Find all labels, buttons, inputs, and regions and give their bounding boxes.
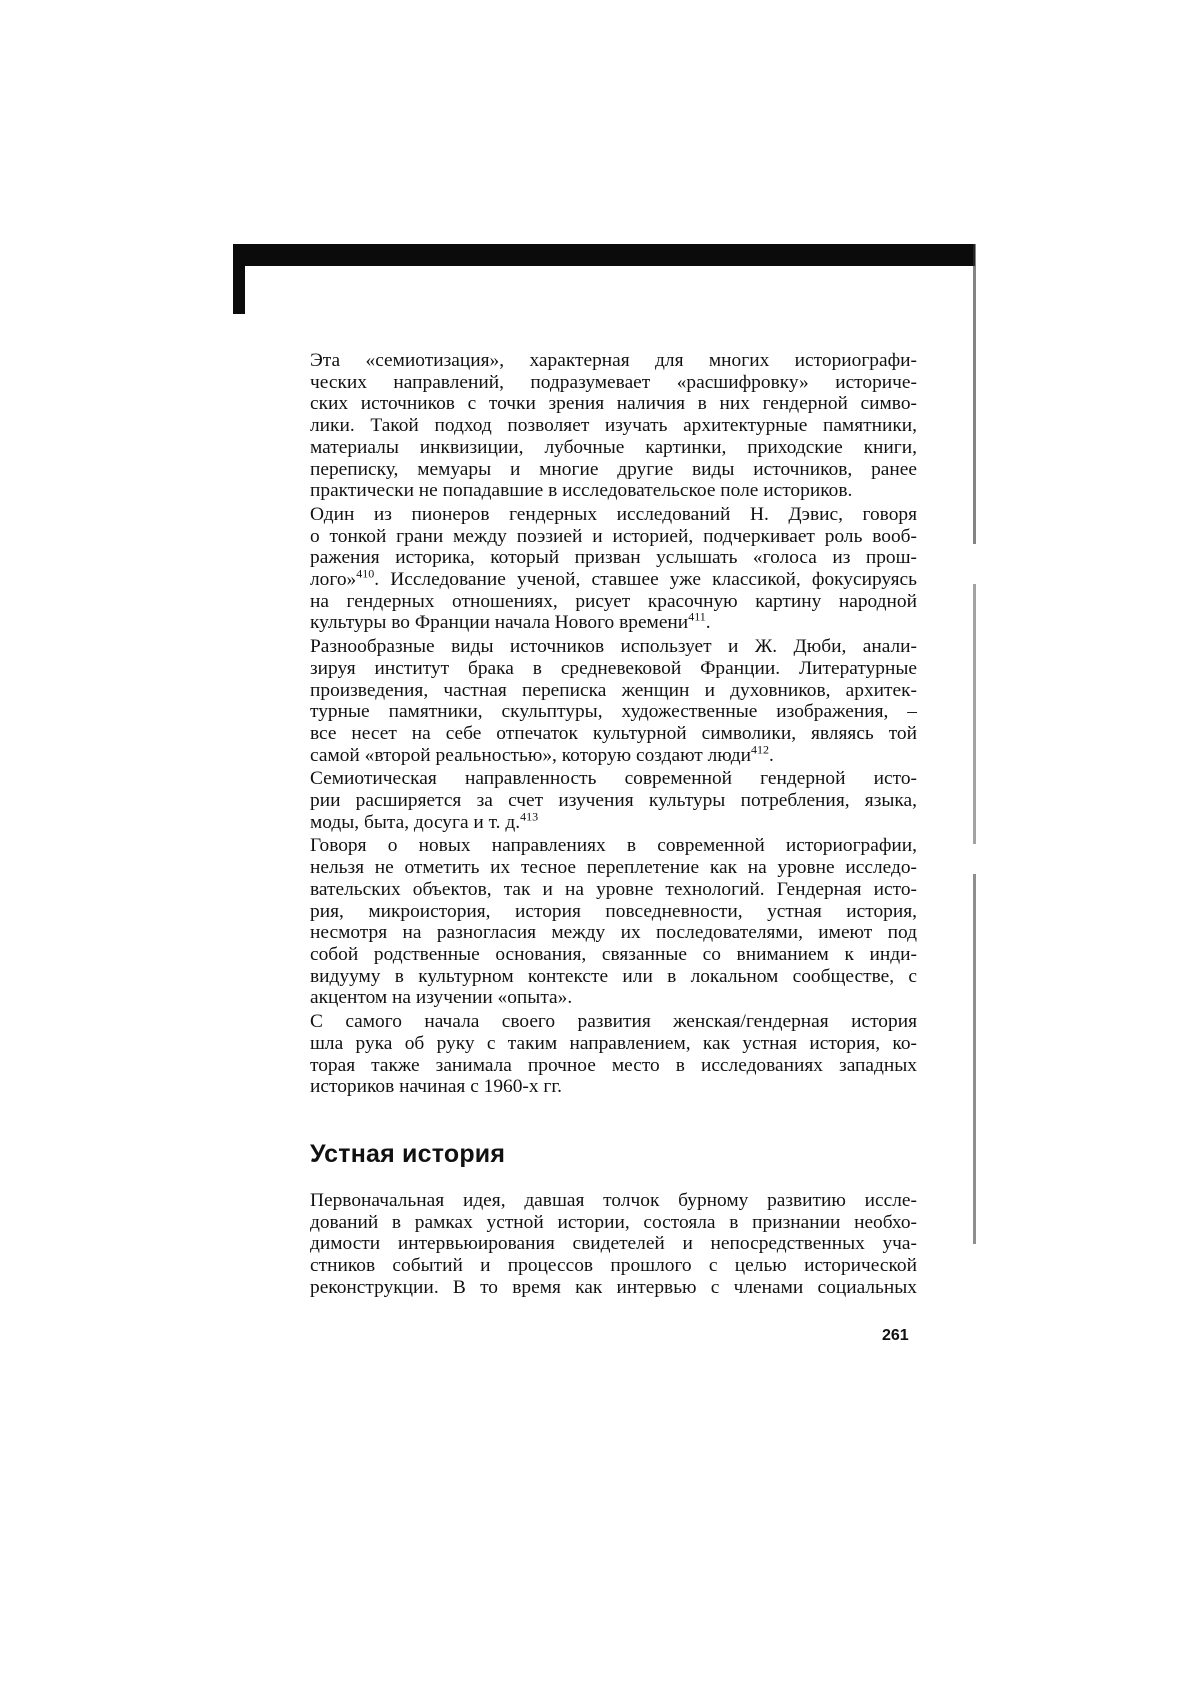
text-line: материалы инквизиции, лубочные картинки, приходские книги, [310, 436, 917, 458]
text-line: Один из пионеров гендерных исследований Н. Дэвис, говоря [310, 503, 917, 525]
text-line: зируя институт брака в средневековой Франции. Литературные [310, 657, 917, 679]
text-line: все несет на себе отпечаток культурной символики, являясь той [310, 722, 917, 744]
body-text [310, 350, 917, 1100]
text-line: лики. Такой подход позволяет изучать архитектурные памятники, [310, 415, 917, 437]
text-line: рия, микроистория, история повседневности, устная история, [310, 900, 917, 922]
text-line: рии расширяется за счет изучения культуры потребления, языка, [310, 790, 917, 812]
text-line: Эта «семиотизация», характерная для многих историографи- [310, 350, 917, 371]
footnote-ref: 410 [356, 566, 375, 581]
text-line: историков начиная с 1960-х гг. [310, 1076, 562, 1098]
text-line: видууму в культурном контексте или в локальном сообществе, с [310, 965, 917, 987]
page-number: 261 [882, 1327, 909, 1344]
text-line: С самого начала своего развития женская/гендерная история [310, 1011, 917, 1033]
text-line: акцентом на изучении «опыта». [310, 987, 573, 1009]
text-line: практически не попадавшие в исследовательское поле историков. [310, 480, 853, 502]
text-fragment: . Исследование ученой, ставшее уже классикой, фокусируясь [374, 569, 917, 591]
footnote-ref: 412 [751, 742, 770, 757]
text-line: турные памятники, скульптуры, художественные изображения, – [310, 701, 917, 723]
text-line-with-note: культуры во Франции начала Нового времени$^{411}$. [310, 609, 711, 634]
text-line: нельзя не отметить их тесное переплетение как на уровне исследо- [310, 857, 917, 879]
text-line: торая также занимала прочное место в исследованиях западных [310, 1054, 917, 1076]
text-line: ских источников с точки зрения наличия в них гендерной симво- [310, 393, 917, 415]
text-line: дований в рамках устной истории, состояла в признании необхо- [310, 1211, 917, 1233]
scan-edge-top [233, 244, 975, 266]
paragraph [310, 1190, 917, 1299]
section-body-text [310, 1190, 917, 1301]
section-heading: Устная история [310, 1140, 506, 1168]
text-fragment: лого» [310, 569, 357, 591]
text-fragment: моды, быта, досуга и т. д. [310, 811, 521, 833]
paragraph [310, 636, 917, 766]
text-line: Разнообразные виды источников использует и Ж. Дюби, анали- [310, 636, 917, 658]
text-line: ческих направлений, подразумевает «расшифровку» историче- [310, 371, 917, 393]
text-fragment: культуры во Франции начала Нового времени [310, 612, 689, 634]
text-line: Первоначальная идея, давшая толчок бурному развитию иссле- [310, 1190, 917, 1211]
paragraph [310, 504, 917, 634]
text-line: реконструкции. В то время как интервью с членами социальных [310, 1276, 917, 1298]
text-line-with-note: самой «второй реальностью», которую создают люди$^{412}$. [310, 742, 774, 766]
text-line: вательских объектов, так и на уровне технологий. Гендерная исто- [310, 878, 917, 900]
text-line: собой родственные основания, связанные со вниманием к инди- [310, 943, 917, 965]
text-line: шла рука об руку с таким направлением, как устная история, ко- [310, 1032, 917, 1054]
footnote-ref: 411 [688, 609, 706, 624]
footnote-ref: 413 [520, 809, 539, 824]
text-line: Говоря о новых направлениях в современной историографии, [310, 835, 917, 857]
text-line: произведения, частная переписка женщин и духовников, архитек- [310, 679, 917, 701]
paragraph [310, 350, 917, 502]
text-line: ражения историка, который призван услышать «голоса из прош- [310, 547, 917, 569]
text-line: димости интервьюирования свидетелей и непосредственных уча- [310, 1233, 917, 1255]
text-line: на гендерных отношениях, рисует красочную картину народной [310, 590, 917, 612]
paragraph [310, 835, 917, 1009]
text-fragment: самой «второй реальностью», которую создают люди [310, 744, 752, 766]
text-line: несмотря на разногласия между их последователями, имеют под [310, 922, 917, 944]
text-line: Семиотическая направленность современной гендерной исто- [310, 768, 917, 790]
scan-edge-left [233, 244, 245, 314]
scan-edge-right [973, 244, 976, 1244]
paragraph [310, 1011, 917, 1098]
text-line: переписку, мемуары и многие другие виды источников, ранее [310, 458, 917, 480]
text-line-with-note [310, 809, 917, 834]
paragraph [310, 768, 917, 833]
text-line: стников событий и процессов прошлого с целью исторической [310, 1255, 917, 1277]
text-line: о тонкой грани между поэзией и историей, подчеркивает роль вооб- [310, 525, 917, 547]
text-line-with-note [310, 566, 917, 591]
